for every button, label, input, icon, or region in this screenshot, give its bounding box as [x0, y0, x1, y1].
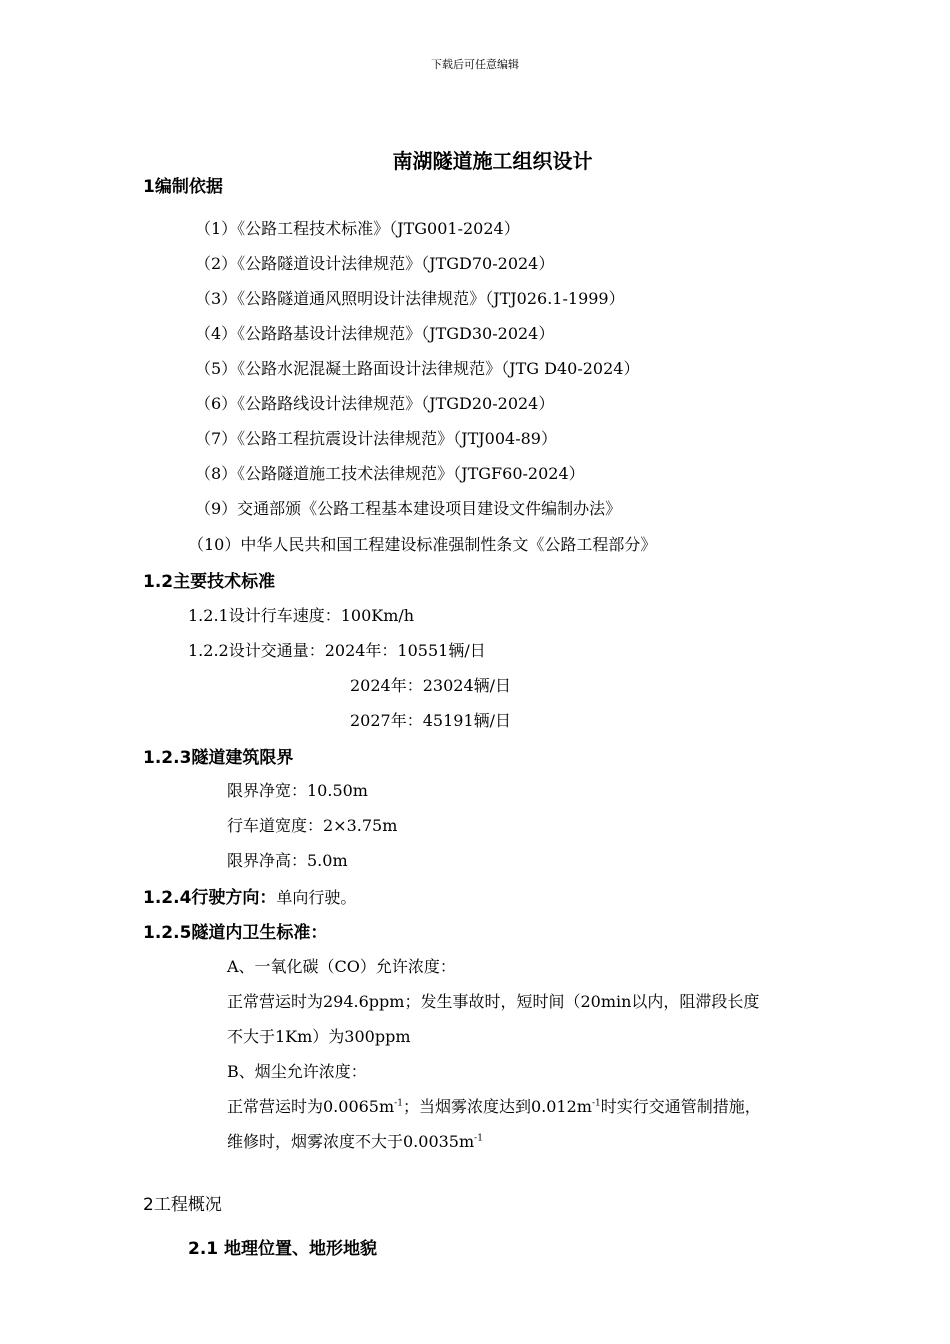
reference-item-1: （1）《公路工程技术标准》（JTG001-2024） [195, 219, 520, 238]
reference-item-7: （7）《公路工程抗震设计法律规范》（JTJ004-89） [195, 429, 557, 448]
unit-exponent: -1 [394, 1098, 403, 1109]
clearance-height: 限界净高：5.0m [227, 851, 348, 870]
unit-exponent: -1 [474, 1133, 483, 1144]
design-traffic-3: 2027年：45191辆/日 [350, 711, 512, 730]
smoke-maintenance: 维修时，烟雾浓度不大于0.0035m [227, 1132, 475, 1151]
smoke-title: B、烟尘允许浓度： [227, 1062, 367, 1081]
reference-item-4: （4）《公路路基设计法律规范》（JTGD30-2024） [195, 324, 555, 343]
section-heading-hygiene: 1.2.5隧道内卫生标准： [143, 923, 328, 943]
section-heading-clearance: 1.2.3隧道建筑限界 [143, 748, 294, 768]
reference-item-2: （2）《公路隧道设计法律规范》（JTGD70-2024） [195, 254, 555, 273]
reference-item-9: （9）交通部颁《公路工程基本建设项目建设文件编制办法》 [195, 499, 622, 518]
subsection-heading-location: 2.1 地理位置、地形地貌 [188, 1239, 378, 1259]
section-heading-overview: 2工程概况 [143, 1195, 222, 1215]
smoke-line-1 [227, 1094, 761, 1117]
design-speed: 1.2.1设计行车速度：100Km/h [188, 606, 415, 625]
document-title: 南湖隧道施工组织设计 [392, 149, 593, 173]
section-heading-basis: 1编制依据 [143, 177, 223, 197]
unit-exponent: -1 [591, 1098, 601, 1109]
lane-width: 行车道宽度：2×3.75m [227, 816, 398, 835]
smoke-control: 时实行交通管制措施， [600, 1097, 761, 1116]
reference-item-5: （5）《公路水泥混凝土路面设计法律规范》（JTG D40-2024） [195, 359, 640, 378]
reference-item-8: （8）《公路隧道施工技术法律规范》（JTGF60-2024） [195, 464, 585, 483]
smoke-threshold: ；当烟雾浓度达到0.012m [402, 1097, 592, 1116]
reference-item-10: （10）中华人民共和国工程建设标准强制性条文《公路工程部分》 [188, 535, 657, 554]
co-title: A、一氧化碳（CO）允许浓度： [227, 957, 456, 976]
reference-item-3: （3）《公路隧道通风照明设计法律规范》（JTJ026.1-1999） [195, 289, 625, 308]
design-traffic-2: 2024年：23024辆/日 [350, 676, 512, 695]
reference-item-6: （6）《公路路线设计法律规范》（JTGD20-2024） [195, 394, 555, 413]
co-line-1: 正常营运时为294.6ppm；发生事故时，短时间（20min以内，阻滞段长度 [227, 992, 760, 1011]
page-header: 下载后可任意编辑 [431, 58, 519, 71]
clearance-width: 限界净宽：10.50m [227, 781, 368, 800]
design-traffic: 1.2.2设计交通量：2024年：10551辆/日 [188, 641, 486, 660]
direction-label: 1.2.4行驶方向： [143, 888, 277, 908]
smoke-normal: 正常营运时为0.0065m [227, 1097, 395, 1116]
smoke-line-2 [227, 1129, 483, 1152]
section-heading-direction [143, 883, 356, 908]
section-heading-standards: 1.2主要技术标准 [143, 572, 276, 592]
direction-value: 单向行驶。 [276, 888, 357, 907]
co-line-2: 不大于1Km）为300ppm [227, 1027, 411, 1046]
